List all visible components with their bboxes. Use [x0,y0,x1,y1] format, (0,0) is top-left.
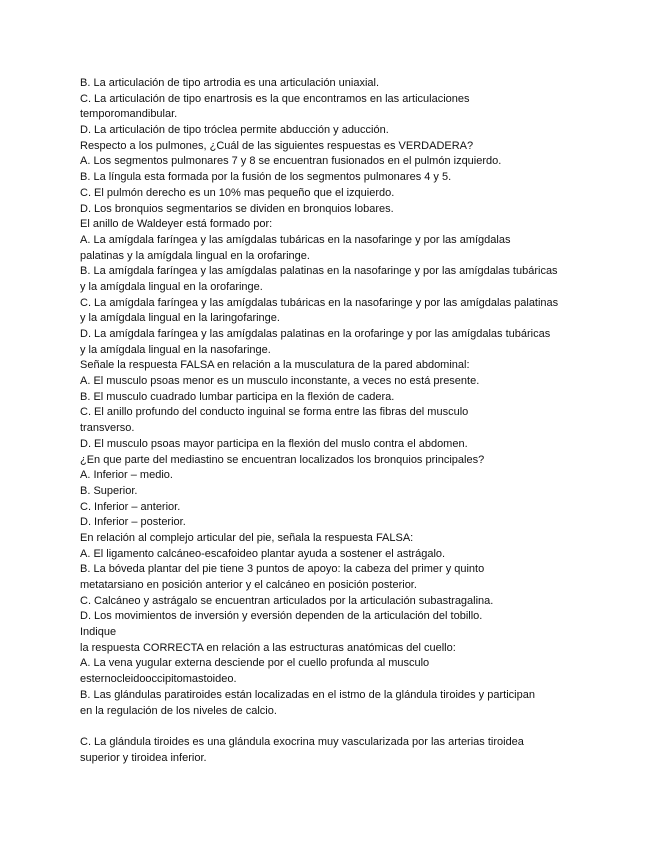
text-line: metatarsiano en posición anterior y el calcáneo en posición posterior. [80,579,417,591]
text-line: D. La articulación de tipo tróclea permite abducción y aducción. [80,124,389,137]
text-line: y la amígdala lingual en la orofaringe. [80,280,263,293]
question-line: El anillo de Waldeyer está formado por: [80,218,273,231]
text-line: B. Las glándulas paratiroides están localizadas en el istmo de la glándula tiroides y participan [80,688,535,701]
question-line: la respuesta CORRECTA en relación a las estructuras anatómicas del cuello: [80,641,456,654]
text-line: D. El musculo psoas mayor participa en la flexión del muslo contra el abdomen. [80,437,468,450]
text-line: y la amígdala lingual en la nasofaringe. [80,343,271,356]
text-line: A. La amígdala faríngea y las amígdalas tubáricas en la nasofaringe y por las amígdalas [80,233,511,246]
question-line: En relación al complejo articular del pie, señala la respuesta FALSA: [80,531,414,544]
text-line: transverso. [80,422,135,435]
text-line: C. La glándula tiroides es una glándula exocrina muy vascularizada por las arterias tiroidea [80,735,524,748]
text-line: C. El pulmón derecho es un 10% mas pequeño que el izquierdo. [80,186,395,199]
blank-line [80,719,580,735]
question-line: Indique [80,626,117,639]
text-line: y la amígdala lingual en la laringofaringe. [80,312,280,325]
text-line: B. Superior. [80,484,138,497]
text-line: superior y tiroidea inferior. [80,751,207,764]
text-line: A. La vena yugular externa desciende por el cuello profunda al musculo [80,657,430,670]
text-line: C. La articulación de tipo enartrosis es la que encontramos en las articulaciones [80,92,470,105]
text-line: B. La articulación de tipo artrodia es una articulación uniaxial. [80,77,380,89]
text-line: D. Inferior – posterior. [80,516,186,529]
text-line: D. Los bronquios segmentarios se dividen en bronquios lobares. [80,202,394,215]
text-line: temporomandibular. [80,108,178,121]
text-line: en la regulación de los niveles de calcio. [80,704,277,717]
text-line: esternocleidooccipitomastoideo. [80,673,237,686]
question-line: ¿En que parte del mediastino se encuentran localizados los bronquios principales? [80,453,485,466]
text-line: B. La língula esta formada por la fusión de los segmentos pulmonares 4 y 5. [80,171,452,184]
text-line: B. La amígdala faríngea y las amígdalas palatinas en la nasofaringe y por las amígdalas tubáricas [80,265,558,278]
text-line: palatinas y la amígdala lingual en la orofaringe. [80,249,310,262]
text-line: A. El ligamento calcáneo-escafoideo plantar ayuda a sostener el astrágalo. [80,547,446,560]
question-line: Respecto a los pulmones, ¿Cuál de las siguientes respuestas es VERDADERA? [80,139,474,152]
text-line: C. El anillo profundo del conducto inguinal se forma entre las fibras del musculo [80,406,469,419]
document-text [80,76,580,766]
text-line: B. El musculo cuadrado lumbar participa en la flexión de cadera. [80,390,395,403]
text-line: D. La amígdala faríngea y las amígdalas palatinas en la orofaringe y por las amígdalas tubáricas [80,328,551,340]
text-line: A. El musculo psoas menor es un musculo inconstante, a veces no está presente. [80,375,480,388]
text-line: C. Inferior – anterior. [80,500,181,513]
text-line: A. Los segmentos pulmonares 7 y 8 se encuentran fusionados en el pulmón izquierdo. [80,155,502,168]
question-line: Señale la respuesta FALSA en relación a la musculatura de la pared abdominal: [80,359,470,372]
text-line: C. Calcáneo y astrágalo se encuentran articulados por la articulación subastragalina. [80,594,494,607]
text-line: D. Los movimientos de inversión y eversión dependen de la articulación del tobillo. [80,610,483,623]
text-line: B. La bóveda plantar del pie tiene 3 puntos de apoyo: la cabeza del primer y quinto [80,563,485,576]
text-line: A. Inferior – medio. [80,469,173,482]
text-line: C. La amígdala faríngea y las amígdalas tubáricas en la nasofaringe y por las amígdalas palatinas [80,296,559,309]
